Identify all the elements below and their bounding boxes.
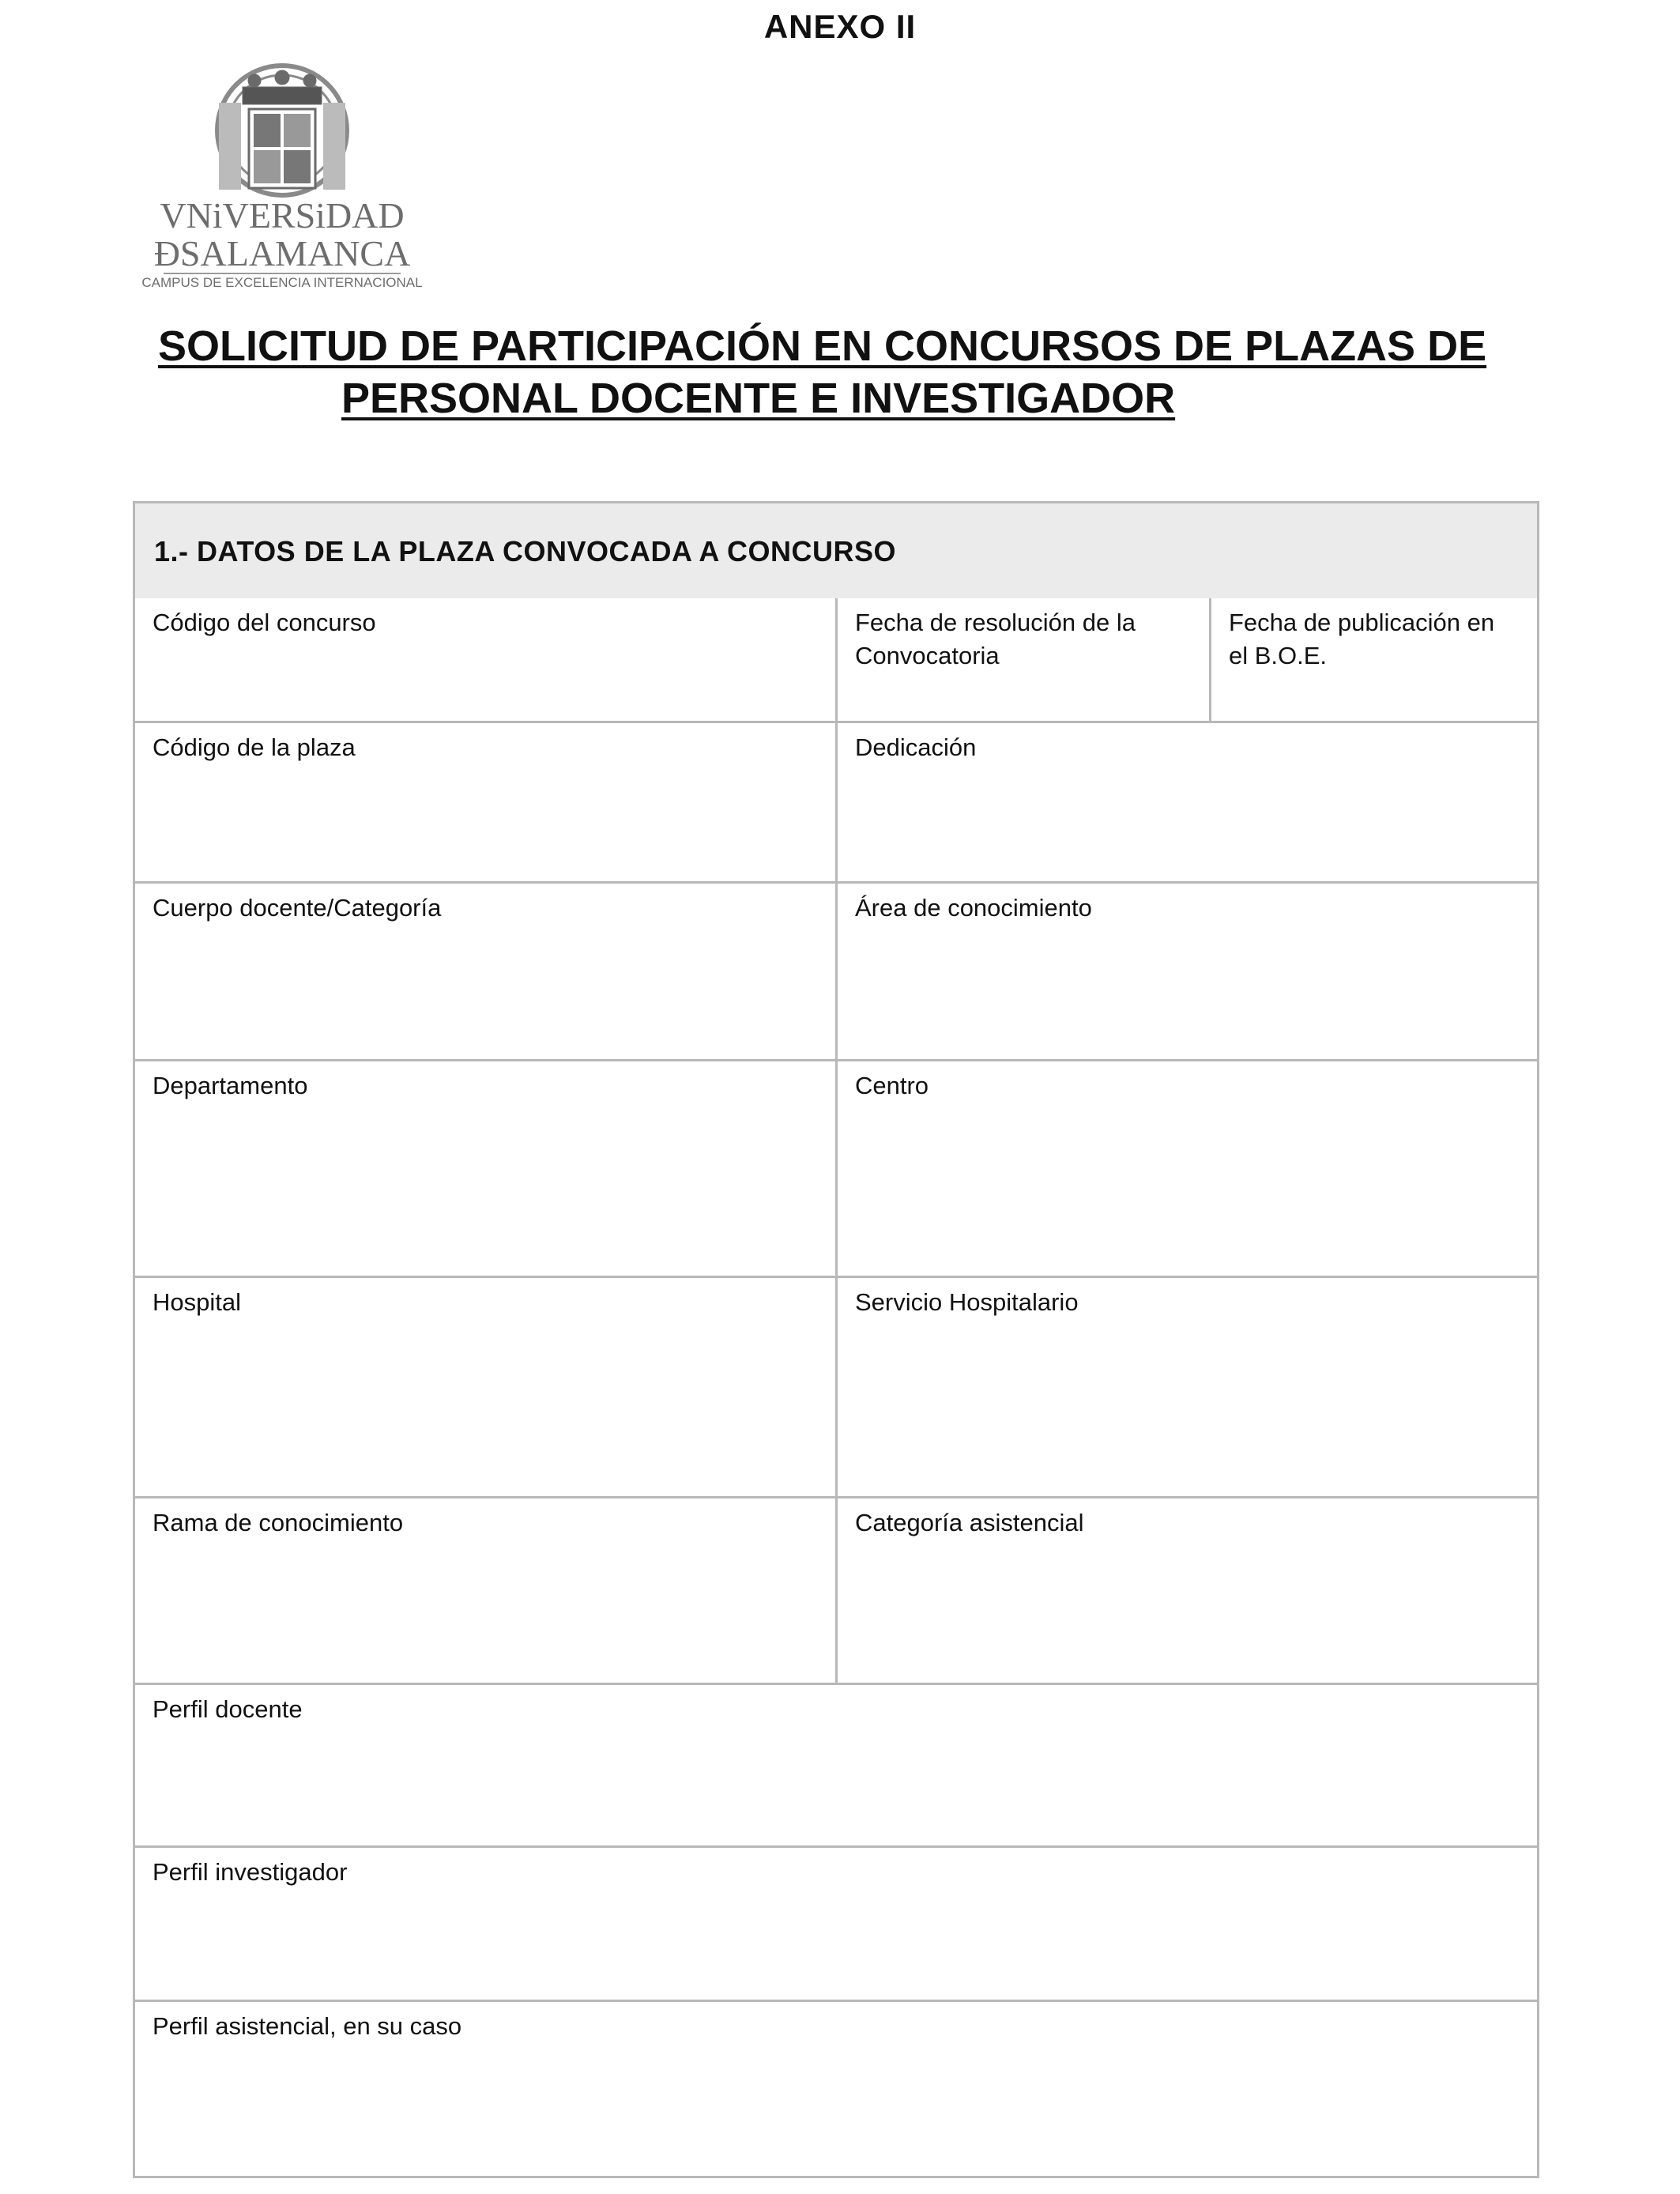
field-fecha-publicacion[interactable] xyxy=(1211,598,1537,721)
university-logo xyxy=(124,55,440,292)
field-label-line-1: Fecha de resolución de la xyxy=(855,609,1136,636)
field-label: Dedicación xyxy=(855,733,977,761)
title-line-1: SOLICITUD DE PARTICIPACIÓN EN CONCURSOS DE PLAZAS DE xyxy=(158,322,1487,370)
field-fecha-resolucion[interactable] xyxy=(838,598,1209,721)
field-label: Centro xyxy=(855,1072,929,1099)
logo-tagline: CAMPUS DE EXCELENCIA INTERNACIONAL xyxy=(141,275,423,290)
field-label: Departamento xyxy=(153,1072,308,1099)
field-label: Servicio Hospitalario xyxy=(855,1288,1079,1316)
section-heading-text: 1.- DATOS DE LA PLAZA CONVOCADA A CONCURSO xyxy=(154,535,897,567)
field-label: Código del concurso xyxy=(153,609,376,636)
title-line-2: PERSONAL DOCENTE E INVESTIGADOR xyxy=(341,375,1176,422)
annex-label: ANEXO II xyxy=(763,8,917,45)
logo-wordmark-1: VNiVERSiDAD xyxy=(160,195,405,236)
field-label-line-2: Convocatoria xyxy=(855,642,1000,669)
field-label-line-1: Fecha de publicación en xyxy=(1229,609,1495,636)
section-heading xyxy=(135,503,1537,598)
field-servicio-hospitalario[interactable] xyxy=(838,1278,1537,1496)
field-cuerpo-docente[interactable] xyxy=(135,884,835,1059)
field-departamento[interactable] xyxy=(135,1061,835,1276)
field-perfil-docente[interactable] xyxy=(135,1685,1537,1845)
field-label: Perfil docente xyxy=(153,1695,303,1723)
field-label: Perfil asistencial, en su caso xyxy=(153,2012,462,2040)
field-label xyxy=(1229,606,1494,673)
field-perfil-asistencial[interactable] xyxy=(135,2002,1537,2176)
field-label xyxy=(855,606,1136,673)
field-area-conocimiento[interactable] xyxy=(838,884,1537,1059)
field-perfil-investigador[interactable] xyxy=(135,1848,1537,2000)
coat-of-arms-icon xyxy=(217,66,347,195)
field-categoria-asistencial[interactable] xyxy=(838,1498,1537,1683)
field-hospital[interactable] xyxy=(135,1278,835,1496)
logo-wordmark-2: ÐSALAMANCA xyxy=(153,233,411,273)
field-label: Perfil investigador xyxy=(153,1858,348,1886)
field-rama-conocimiento[interactable] xyxy=(135,1498,835,1683)
field-centro[interactable] xyxy=(838,1061,1537,1276)
field-dedicacion[interactable] xyxy=(838,723,1537,881)
field-label: Cuerpo docente/Categoría xyxy=(153,894,442,922)
field-label: Hospital xyxy=(153,1288,241,1316)
field-codigo-concurso[interactable] xyxy=(135,598,835,721)
field-label: Rama de conocimiento xyxy=(153,1509,404,1536)
field-label: Categoría asistencial xyxy=(855,1509,1084,1536)
field-label-line-2: el B.O.E. xyxy=(1229,642,1328,669)
page-title xyxy=(158,320,1525,424)
field-label: Área de conocimiento xyxy=(855,894,1092,922)
field-codigo-plaza[interactable] xyxy=(135,723,835,881)
application-form xyxy=(133,501,1539,2178)
field-label: Código de la plaza xyxy=(153,733,356,761)
